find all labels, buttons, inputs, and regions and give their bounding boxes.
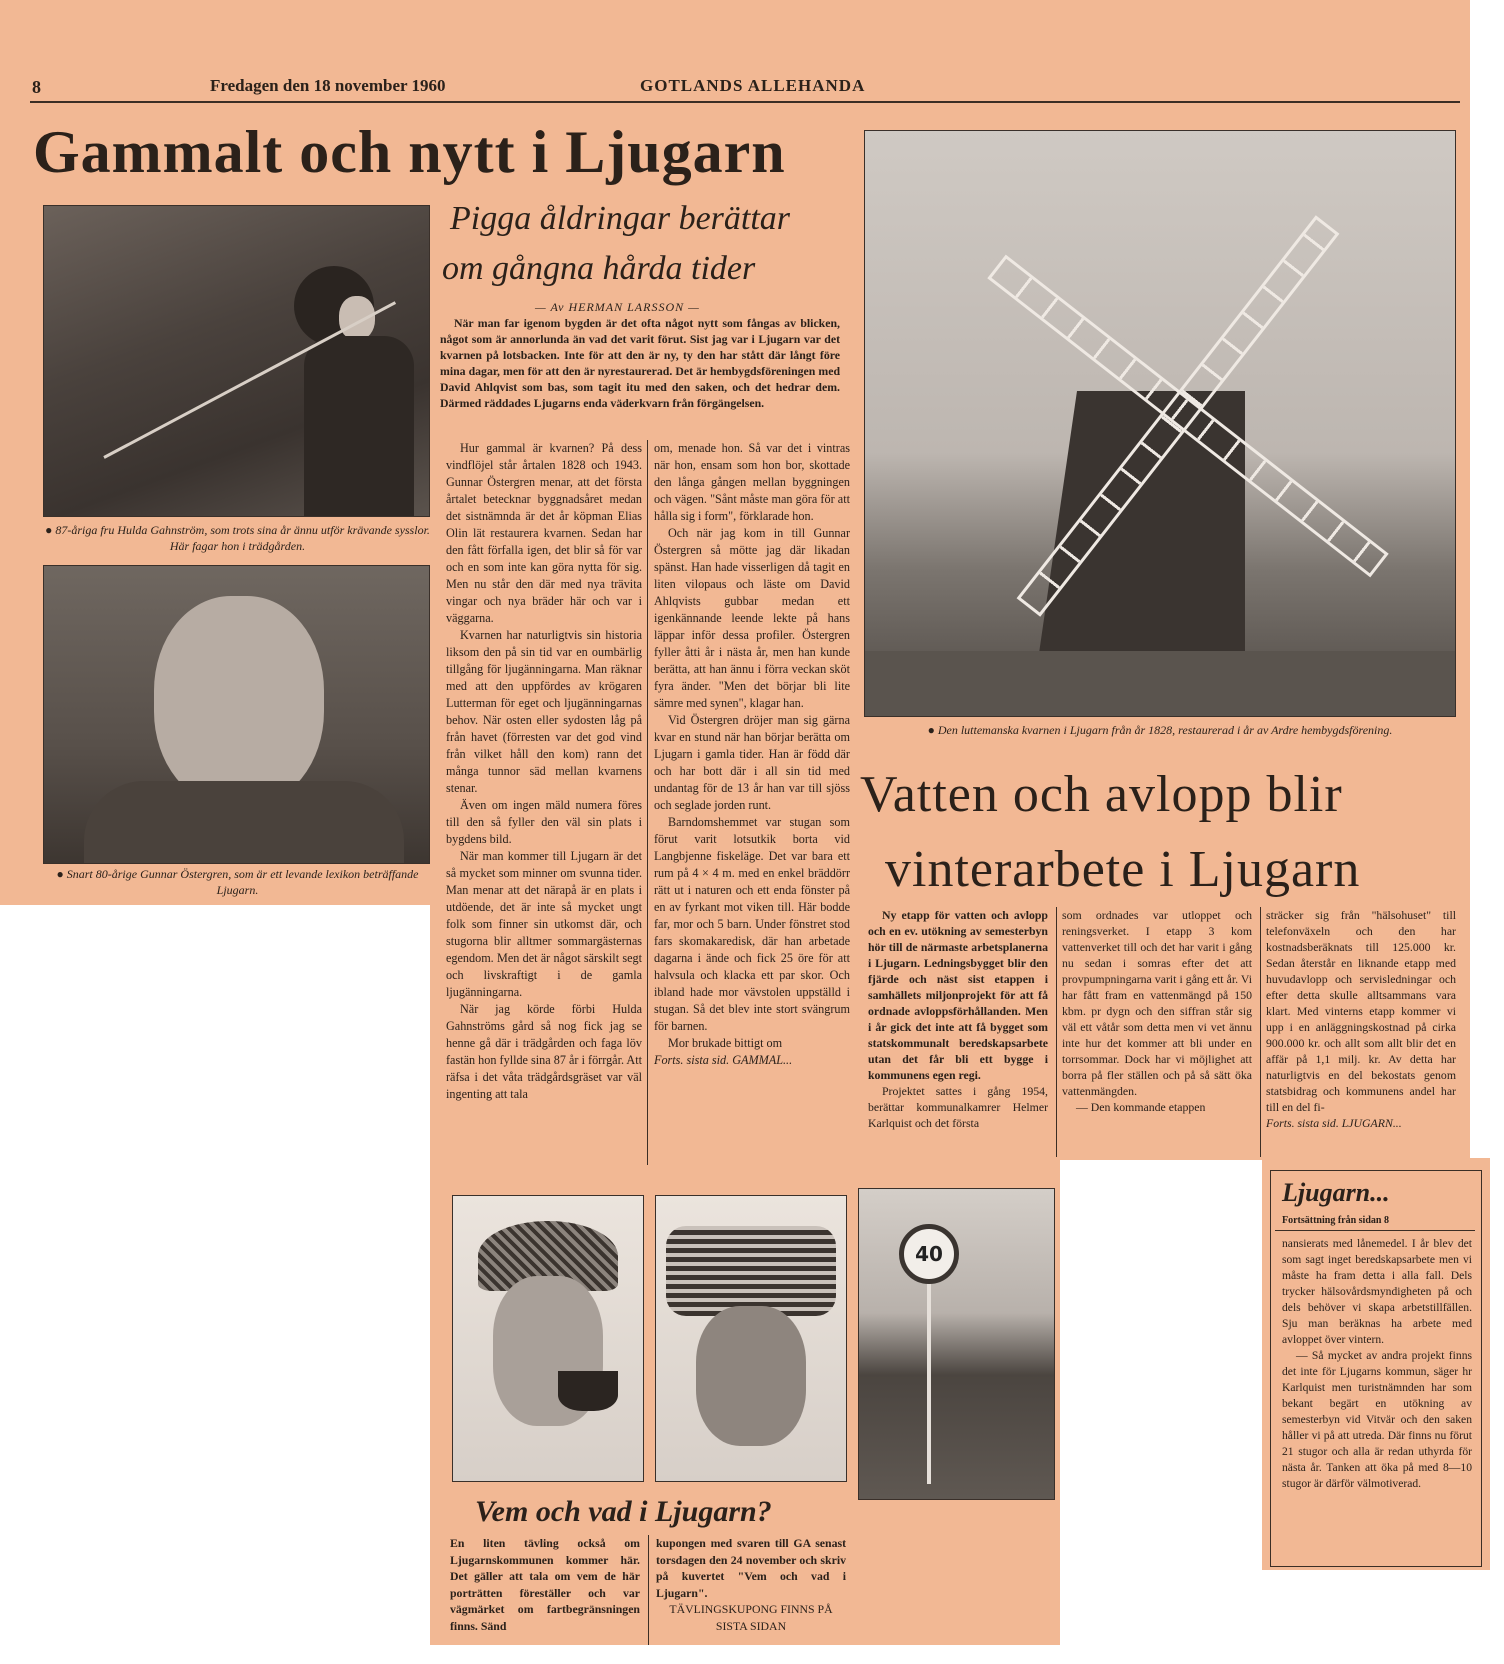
issue-date: Fredagen den 18 november 1960 (210, 76, 446, 95)
quiz-headline: Vem och vad i Ljugarn? (475, 1495, 772, 1528)
hulda-caption: ● 87-åriga fru Hulda Gahnström, som trots sina år ännu utför krävande sysslor. Här fagar hon i trädgården. (45, 523, 430, 553)
water-divider-1 (1056, 907, 1057, 1157)
subheadline-line2: om gångna hårda tider (442, 250, 756, 287)
continuation-rule (1275, 1230, 1475, 1231)
photo-gunnar-ostergren (43, 565, 430, 864)
continuation-text (1282, 1236, 1472, 1492)
water-col2-text: som ordnades var utloppet och reningsverket. I etapp 3 kom vattenverket till och det har varit i gång nu sedan i somras efter det att provpumpningarna varit i gång ett år. Vi har fått fram en vattenmängd på 150 kbm. pr dygn och den siffran står sig väl ett våtår som detta men vi vet ännu inte hur det kommer att bli under en torrsommar. Dock har vi möjlighet att borra på fler ställen och på så sätt öka vattenmängden. (1062, 908, 1252, 1098)
col1-para4: När man kommer till Ljugarn är det så mycket som minner om svunna tider. Man menar att det närapå är en plats i utdöende, det är inte så mycket ungt folk som finner sin utkomst där, och stugorna blir alltmer sommargästernas egendom. Men det är något särskilt segt och livskraftigt i de gamla ljugänningarna. (446, 849, 642, 999)
quiz-coupon: TÄVLINGSKUPONG FINNS PÅ SISTA SIDAN (669, 1602, 833, 1633)
water-col2 (1062, 907, 1252, 1115)
water-col1 (868, 907, 1048, 1131)
speed-sign-text: 40 (915, 1242, 943, 1266)
col2-para4: Barndomshemmet var stugan som förut varit lotsutkik borta vid Langbjenne fiskeläge. Det var bara ett rum på 4 × 4 m. med en enkel bräddörr rätt ut i naturen och ett enda fönster på en av fyrkant mot viken till. Här bodde far, mor och 5 barn. Under fönstret stod fars skomakaredisk, där han arbetade dagarna i ände och fick 25 öre för att halvsula och klacka ett par skor. Och ibland hade mor vävstolen uppställd i stugan. Så det blev inte stort svängrum för barnen. (654, 815, 850, 1033)
lead-text: När man far igenom bygden är det ofta något nytt som fångas av blicken, något som är annorlunda än vad det varit förut. Sist jag var i Ljugarn var det kvarnen på lotsbacken. Inte för att den är ny, ty den har stått där långt före mina dagar, men för att den är nyrestaurerad. Det är hembygdsföreningen med David Ahlqvist som bas, som tagit itu med den saken, och det hedrar dem. Därmed räddades Ljugarns enda väderkvarn från förgängelsen. (440, 316, 840, 410)
col1-para2: Kvarnen har naturligtvis sin historia liksom den på sin tid var en oumbärlig tillgång för ljugänningarna. Man räknar med att den uppfördes av krögaren Lutterman för eget och ljugänningarnas behov. När osten eller sydosten låg på från havet (förresten var det god vind från vilket håll den kom) rann det många tunnor säd mellan kvarnens stenar. (446, 628, 642, 795)
water-headline-line2: vinterarbete i Ljugarn (885, 841, 1361, 898)
photo-face (339, 296, 375, 340)
continuation-subhead: Fortsättning från sidan 8 (1282, 1215, 1389, 1226)
continuation-headline: Ljugarn... (1282, 1178, 1390, 1207)
continuation-para2: — Så mycket av andra projekt finns det inte för Ljugarns kommun, säger hr Karlquist men turistnämnden har som bekant begärt en utökning av semesterbyn vid Vitvär och den saken håller vi på att utreda. Där finns nu förut 21 stugor och alla är redan uthyrda för nästa år. Tanken att öka på med 8—10 stugor är därför välmotiverad. (1282, 1349, 1472, 1490)
water-divider-2 (1260, 907, 1261, 1157)
water-continuation: Forts. sista sid. LJUGARN... (1266, 1116, 1402, 1130)
main-continuation: Forts. sista sid. GAMMAL... (654, 1053, 793, 1067)
water-col1-lead: Ny etapp för vatten och avlopp och en ev. utökning av semesterbyn hör till de närmaste arbetsplanerna i Ljugarn. Ledningsbygget blir den fjärde och näst sist etappen i samhällets miljonprojekt för att få ordnade avloppsförhållanden. Men i år gick det inte att få bygget som statskommunalt beredskapsarbete utan det får bli ett bygge i kommunens egen regi. (868, 908, 1048, 1082)
page-number: 8 (32, 77, 41, 97)
newspaper-name: GOTLANDS ALLEHANDA (640, 76, 866, 95)
straw-hat-icon (666, 1226, 836, 1316)
speed-sign-icon (899, 1224, 959, 1284)
photo-head (154, 596, 324, 806)
windmill-caption: ● Den luttemanska kvarnen i Ljugarn från år 1828, restaurerad i år av Ardre hembygdsförening. (927, 723, 1393, 737)
col1-para3: Även om ingen mäld numera föres till den så fyller den väl sin plats i bygdens bild. (446, 798, 642, 846)
water-col1-rest: Projektet sattes i gång 1954, berättar kommunalkamrer Helmer Karlquist och det första (868, 1084, 1048, 1130)
water-col3 (1266, 907, 1456, 1131)
quiz-divider (648, 1535, 649, 1645)
col2-para1: om, menade hon. Så var det i vintras när hon, ensam som hon bor, skottade den långa gången mellan byggningen och vägen. "Sånt måste man göra för att hålla sig i form", förklarade hon. (654, 441, 850, 523)
subheadline-line1: Pigga åldringar berättar (450, 200, 791, 237)
continuation-para1: nansierats med lånemedel. I år blev det som sagt inget beredskapsarbete men vi måste ha fram detta i alla fall. Dels trycker hälsovårdsmyndigheten på och dels behöver vi skapa arbetstillfällen. Sju man beräknas ha arbete med avloppet över vintern. (1282, 1237, 1472, 1346)
pipe-icon (558, 1371, 618, 1411)
main-headline: Gammalt och nytt i Ljugarn (33, 119, 786, 185)
byline: — Av HERMAN LARSSON — (535, 300, 700, 314)
photo-portrait-straw-hat (655, 1195, 847, 1482)
gunnar-caption: ● Snart 80-årige Gunnar Östergren, som är ett levande lexikon beträffande Ljugarn. (56, 867, 419, 897)
quiz-col1-text: En liten tävling också om Ljugarnskommunen kommer här. Det gäller att tala om vem de här porträtten föreställer och var vägmärket om fartbegränsningen finns. Sänd (450, 1536, 640, 1633)
column-divider (647, 440, 648, 1165)
quiz-col1 (450, 1535, 640, 1634)
water-headline-line1: Vatten och avlopp blir (860, 766, 1343, 823)
sign-post (927, 1284, 931, 1484)
photo-body (304, 336, 414, 516)
main-article-col1 (446, 440, 642, 1103)
masthead-rule (30, 101, 1460, 103)
main-article-col2 (654, 440, 850, 1069)
face-icon-2 (696, 1306, 806, 1446)
windmill-ground (865, 651, 1455, 716)
photo-windmill (864, 130, 1456, 717)
water-col3-text: sträcker sig från "hälsohuset" till telefonväxeln och den har kostnadsberäknats till 125.000 kr. Sedan återstår en liknande etapp med huvudavlopp och servisledningar och efter detta skulle alltsammans vara klart. Med vinterns etapp kommer vi upp i en anläggningskostnad på cirka 900.000 kr. och allt som allt blir det en affär på 1,1 milj. kr. Av detta har naturligtvis en del bekostats genom statsbidrag och kommunens andel har till en del fi- (1266, 908, 1456, 1114)
quiz-col2-text: kupongen med svaren till GA senast torsdagen den 24 november och skriv på kuvertet "Vem och vad i Ljugarn". (656, 1536, 846, 1600)
photo-portrait-hat-pipe (452, 1195, 644, 1482)
col1-para5: När jag körde förbi Hulda Gahnströms gård så nog fick jag se henne gå där i trädgården och faga löv fastän hon fyllde sina 87 år i förrgår. Att räfsa i det våta trädgårdsgräset var väl ingenting att tala (446, 1002, 642, 1101)
photo-speed-sign (858, 1188, 1055, 1500)
photo-shoulders (84, 781, 404, 864)
water-col2-end: — Den kommande etappen (1076, 1100, 1206, 1114)
col2-para5: Mor brukade bittigt om (668, 1036, 783, 1050)
lead-paragraph (440, 315, 840, 411)
col1-para1: Hur gammal är kvarnen? På dess vindflöjel står årtalen 1828 och 1943. Gunnar Östergren menar, att det första årtalet betecknar byggnadsåret medan det sistnämnda är det år köpman Elias Olin lät restaurera kvarnen. Sedan har den fått förfalla igen, det blir så för var och en som inte kan göra nytta för sig. Men nu står den där med nya trävita vingar och nya bräder här och var i väggarna. (446, 441, 642, 625)
quiz-col2 (656, 1535, 846, 1634)
photo-hulda-gahnstrom (43, 205, 430, 517)
col2-para3: Vid Östergren dröjer man sig gärna kvar en stund när han börjar berätta om Ljugarn i gamla tider. Han är född där och har bott där i all sin tid med undantag för de 13 år han var till sjöss och seglade jorden runt. (654, 713, 850, 812)
col2-para2: Och när jag kom in till Gunnar Östergren så mötte jag där likadan spänst. Han hade visserligen då tagit en liten vilopaus och läste om David Ahlqvists gubbar medan ett igenkännande leende lekte på hans läppar inför dessa profiler. Östergren fyller åtti år i nästa år, men han kunde berätta, att han ännu i förra veckan sköt fyra änder. "Men det börjar bli lite sämre med synen", klagar han. (654, 526, 850, 710)
